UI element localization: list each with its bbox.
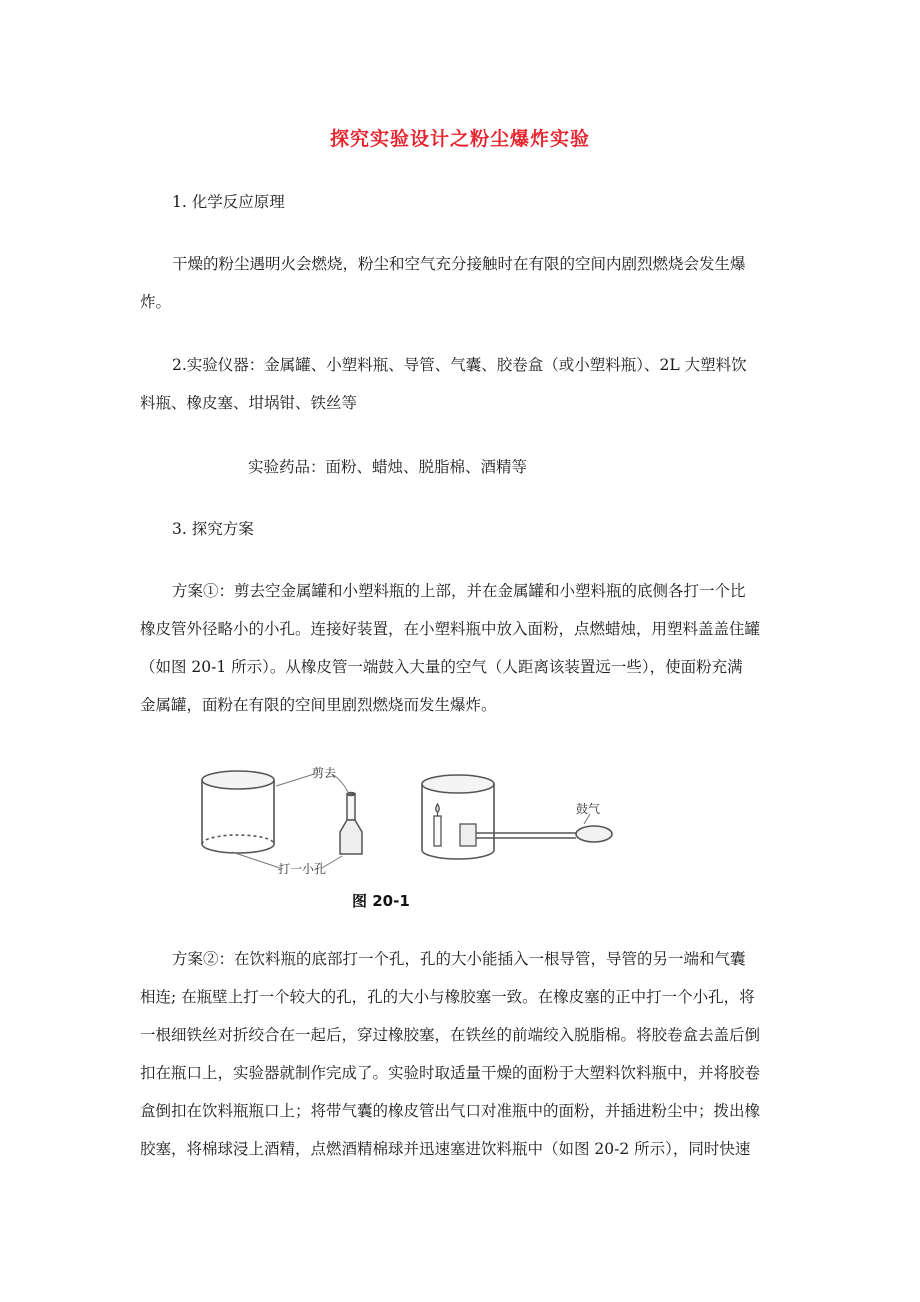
paragraph-line: 金属罐，面粉在有限的空间里剧烈燃烧而发生爆炸。 xyxy=(140,696,497,714)
candle-icon xyxy=(434,804,441,846)
plan1-paragraph xyxy=(140,572,786,724)
label-cut: 剪去 xyxy=(312,766,337,780)
label-blow: 鼓气 xyxy=(576,802,601,816)
figure-caption: 图 20-1 xyxy=(352,892,410,910)
small-bottle-icon xyxy=(340,793,362,855)
section3-heading: 3. 探究方案 xyxy=(172,520,254,538)
air-bulb-icon xyxy=(576,826,612,842)
reagents-block xyxy=(140,448,786,486)
metal-can-icon xyxy=(202,771,274,853)
section2-paragraph xyxy=(140,346,786,422)
paragraph-line: 相连; 在瓶壁上打一个较大的孔，孔的大小与橡胶塞一致。在橡皮塞的正中打一个小孔，将 xyxy=(140,988,755,1006)
section1-paragraph xyxy=(140,245,786,321)
reagents-line: 实验药品：面粉、蜡烛、脱脂棉、酒精等 xyxy=(248,458,528,476)
figure-20-1 xyxy=(192,760,618,916)
assembled-can-icon xyxy=(422,775,494,859)
section3-heading-block xyxy=(140,510,786,548)
paragraph-line: 盒倒扣在饮料瓶瓶口上；将带气囊的橡皮管出气口对准瓶中的面粉，并插进粉尘中；拨出橡 xyxy=(140,1102,761,1120)
paragraph-line: 干燥的粉尘遇明火会燃烧，粉尘和空气充分接触时在有限的空间内剧烈燃烧会发生爆 xyxy=(172,255,746,273)
inner-bottle-icon xyxy=(460,824,476,846)
rubber-tube-icon xyxy=(476,833,576,838)
paragraph-line: 扣在瓶口上，实验器就制作完成了。实验时取适量干燥的面粉于大塑料饮料瓶中，并将胶卷 xyxy=(140,1064,761,1082)
paragraph-line: 方案②：在饮料瓶的底部打一个孔，孔的大小能插入一根导管，导管的另一端和气囊 xyxy=(172,950,746,968)
label-hole: 打一小孔 xyxy=(278,862,327,876)
paragraph-line: 一根细铁丝对折绞合在一起后，穿过橡胶塞，在铁丝的前端绞入脱脂棉。将胶卷盒去盖后倒 xyxy=(140,1026,761,1044)
section1-heading-block xyxy=(140,183,786,221)
paragraph-line: 2.实验仪器：金属罐、小塑料瓶、导管、气囊、胶卷盒（或小塑料瓶）、2L 大塑料饮 xyxy=(172,356,747,374)
section1-heading: 1. 化学反应原理 xyxy=(172,193,285,211)
paragraph-line: 料瓶、橡皮塞、坩埚钳、铁丝等 xyxy=(140,394,358,412)
page-title: 探究实验设计之粉尘爆炸实验 xyxy=(329,128,590,150)
plan2-paragraph xyxy=(140,940,786,1168)
paragraph-line: 炸。 xyxy=(140,293,172,311)
paragraph-line: 橡皮管外径略小的小孔。连接好装置，在小塑料瓶中放入面粉，点燃蜡烛，用塑料盖盖住罐 xyxy=(140,620,761,638)
paragraph-line: 方案①：剪去空金属罐和小塑料瓶的上部，并在金属罐和小塑料瓶的底侧各打一个比 xyxy=(172,582,746,600)
paragraph-line: （如图 20-1 所示）。从橡皮管一端鼓入大量的空气（人距离该装置远一些），使面粉充满 xyxy=(140,658,743,676)
paragraph-line: 胶塞，将棉球浸上酒精，点燃酒精棉球并迅速塞进饮料瓶中（如图 20-2 所示），同时快速 xyxy=(140,1140,751,1158)
